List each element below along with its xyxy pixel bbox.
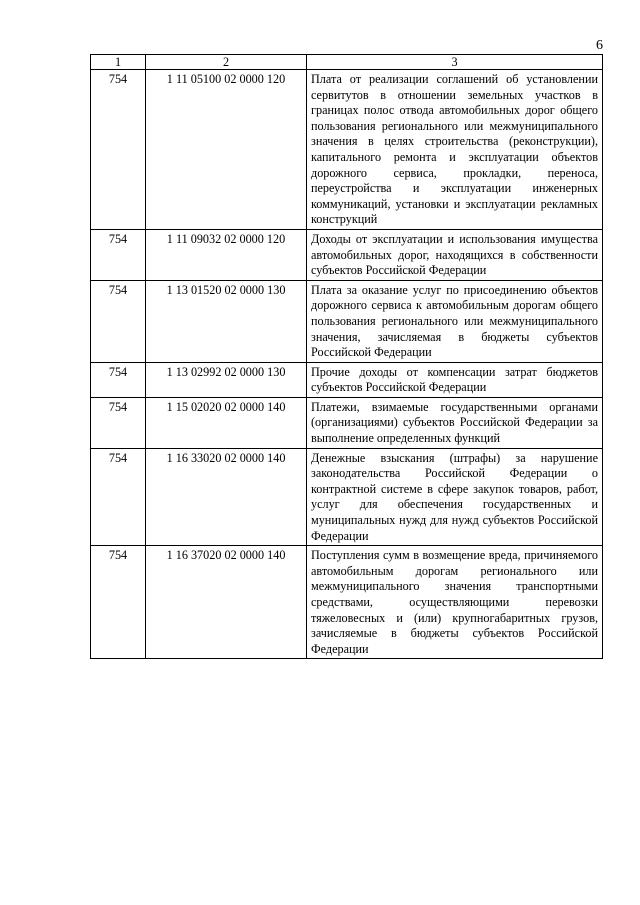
- budget-code-cell: 1 16 33020 02 0000 140: [146, 448, 307, 546]
- table-row: [91, 229, 603, 280]
- table-row: [91, 448, 603, 546]
- column-header-1: 1: [91, 55, 146, 70]
- table-row: [91, 397, 603, 448]
- table-row: [91, 280, 603, 362]
- table-row: [91, 70, 603, 230]
- description-cell: Прочие доходы от компенсации затрат бюджетов субъектов Российской Федерации: [307, 362, 603, 397]
- table-row: [91, 362, 603, 397]
- table-header: [91, 55, 603, 70]
- admin-code-cell: 754: [91, 362, 146, 397]
- table-row: [91, 546, 603, 659]
- admin-code-cell: 754: [91, 397, 146, 448]
- budget-code-cell: 1 16 37020 02 0000 140: [146, 546, 307, 659]
- column-header-2: 2: [146, 55, 307, 70]
- description-cell: Денежные взыскания (штрафы) за нарушение законодательства Российской Федерации о контрактной системе в сфере закупок товаров, работ, услуг для обеспечения государственных и муниципальных нужд для нужд субъектов Российской Федерации: [307, 448, 603, 546]
- column-header-3: 3: [307, 55, 603, 70]
- description-cell: Платежи, взимаемые государственными органами (организациями) субъектов Российской Федерации за выполнение определенных функций: [307, 397, 603, 448]
- admin-code-cell: 754: [91, 70, 146, 230]
- admin-code-cell: 754: [91, 280, 146, 362]
- description-cell: Плата от реализации соглашений об установлении сервитутов в отношении земельных участков в границах полос отвода автомобильных дорог общего пользования регионального или межмуниципального значения в целях строительства (реконструкции), капитального ремонта и эксплуатации объектов дорожного сервиса, прокладки, переноса, переустройства и эксплуатации инженерных коммуникаций, установки и эксплуатации рекламных конструкций: [307, 70, 603, 230]
- budget-code-cell: 1 13 01520 02 0000 130: [146, 280, 307, 362]
- budget-code-cell: 1 13 02992 02 0000 130: [146, 362, 307, 397]
- description-cell: Плата за оказание услуг по присоединению объектов дорожного сервиса к автомобильным дорогам общего пользования регионального или межмуниципального значения, зачисляемая в бюджеты субъектов Российской Федерации: [307, 280, 603, 362]
- admin-code-cell: 754: [91, 546, 146, 659]
- budget-code-cell: 1 11 09032 02 0000 120: [146, 229, 307, 280]
- budget-code-cell: 1 11 05100 02 0000 120: [146, 70, 307, 230]
- description-cell: Доходы от эксплуатации и использования имущества автомобильных дорог, находящихся в собственности субъектов Российской Федерации: [307, 229, 603, 280]
- table-body: [91, 70, 603, 659]
- table-header-row: [91, 55, 603, 70]
- description-cell: Поступления сумм в возмещение вреда, причиняемого автомобильным дорогам регионального или межмуниципального значения транспортными средствами, осуществляющими перевозки тяжеловесных и (или) крупногабаритных грузов, зачисляемые в бюджеты субъектов Российской Федерации: [307, 546, 603, 659]
- admin-code-cell: 754: [91, 229, 146, 280]
- revenue-codes-table: [90, 54, 603, 659]
- page-number: 6: [596, 38, 603, 53]
- admin-code-cell: 754: [91, 448, 146, 546]
- budget-code-cell: 1 15 02020 02 0000 140: [146, 397, 307, 448]
